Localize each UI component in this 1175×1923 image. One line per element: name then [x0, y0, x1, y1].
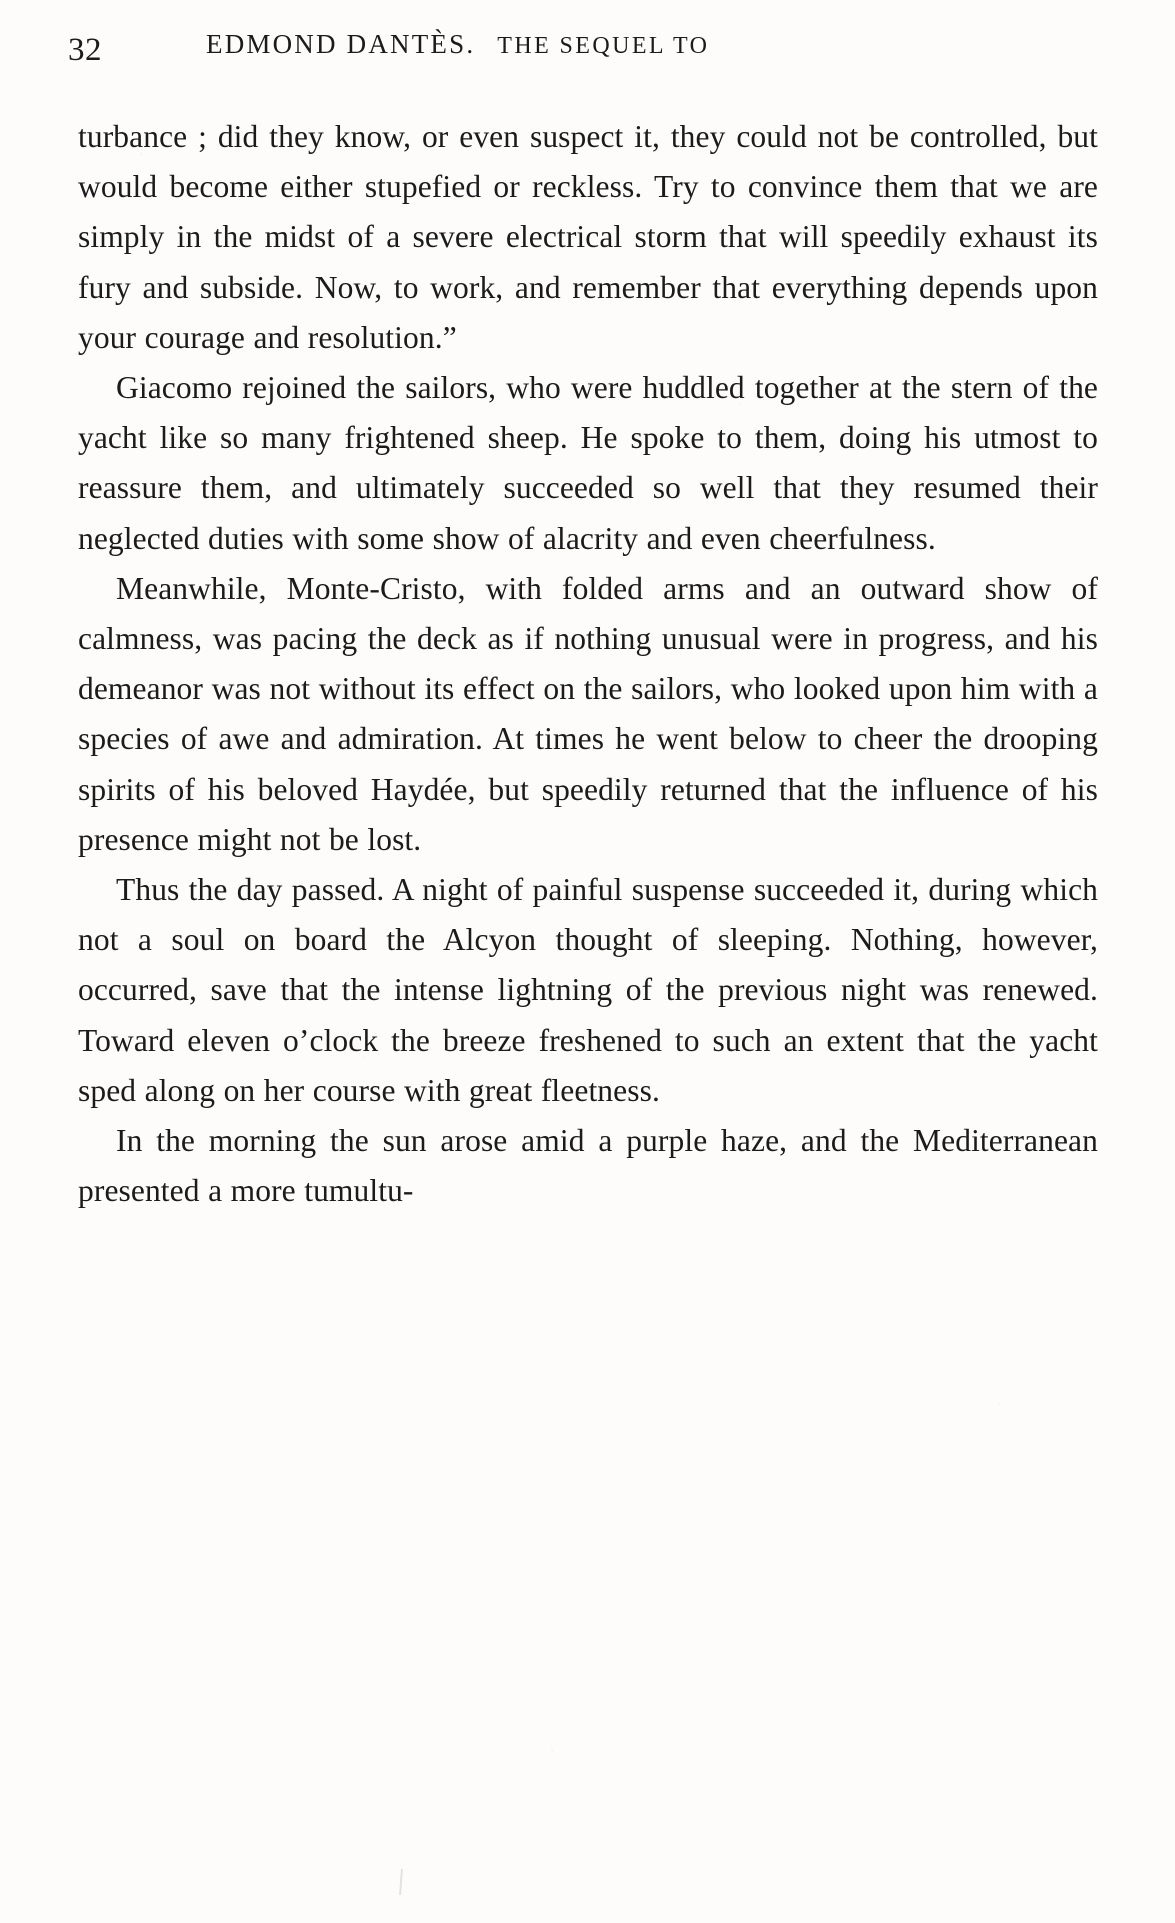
running-head — [68, 30, 1107, 82]
page-body — [78, 112, 1098, 1216]
running-head-title — [128, 30, 1107, 60]
paragraph: Giacomo rejoined the sailors, who were huddled together at the stern of the yacht like so many frightened sheep. He spoke to them, doing his utmost to reassure them, and ultimately succeeded so well that they resumed their neglected duties with some show of alacrity and even cheerfulness. — [78, 370, 1098, 556]
page-edge-mark — [399, 1869, 403, 1895]
page-number: 32 — [68, 32, 102, 68]
paragraph: Meanwhile, Monte-Cristo, with folded arms and an outward show of calmness, was pacing the deck as if nothing unusual were in progress, and his demeanor was not without its effect on the sailors, who looked upon him with a species of awe and admiration. At times he went below to cheer the drooping spirits of his beloved Haydée, but speedily returned that the influence of his presence might not be lost. — [78, 570, 1098, 857]
paragraph: Thus the day passed. A night of painful suspense succeeded it, during which not a soul on board the Alcyon thought of sleeping. Nothing, however, occurred, save that the intense lightning of the previous night was renewed. Toward eleven o’clock the breeze freshened to such an extent that the yacht sped along on her course with great fleetness. — [78, 872, 1098, 1108]
paragraph: In the morning the sun arose amid a purple haze, and the Mediterranean presented a more tumultu- — [78, 1123, 1098, 1209]
paragraph: turbance ; did they know, or even suspect it, they could not be controlled, but would become either stupefied or reckless. Try to convince them that we are simply in the midst of a severe electrical storm that will speedily exhaust its fury and subside. Now, to work, and remember that everything depends upon your courage and resolution.” — [78, 119, 1098, 355]
running-head-subtitle: THE SEQUEL TO — [497, 33, 710, 59]
running-head-book-title: EDMOND DANTÈS. — [206, 29, 476, 59]
